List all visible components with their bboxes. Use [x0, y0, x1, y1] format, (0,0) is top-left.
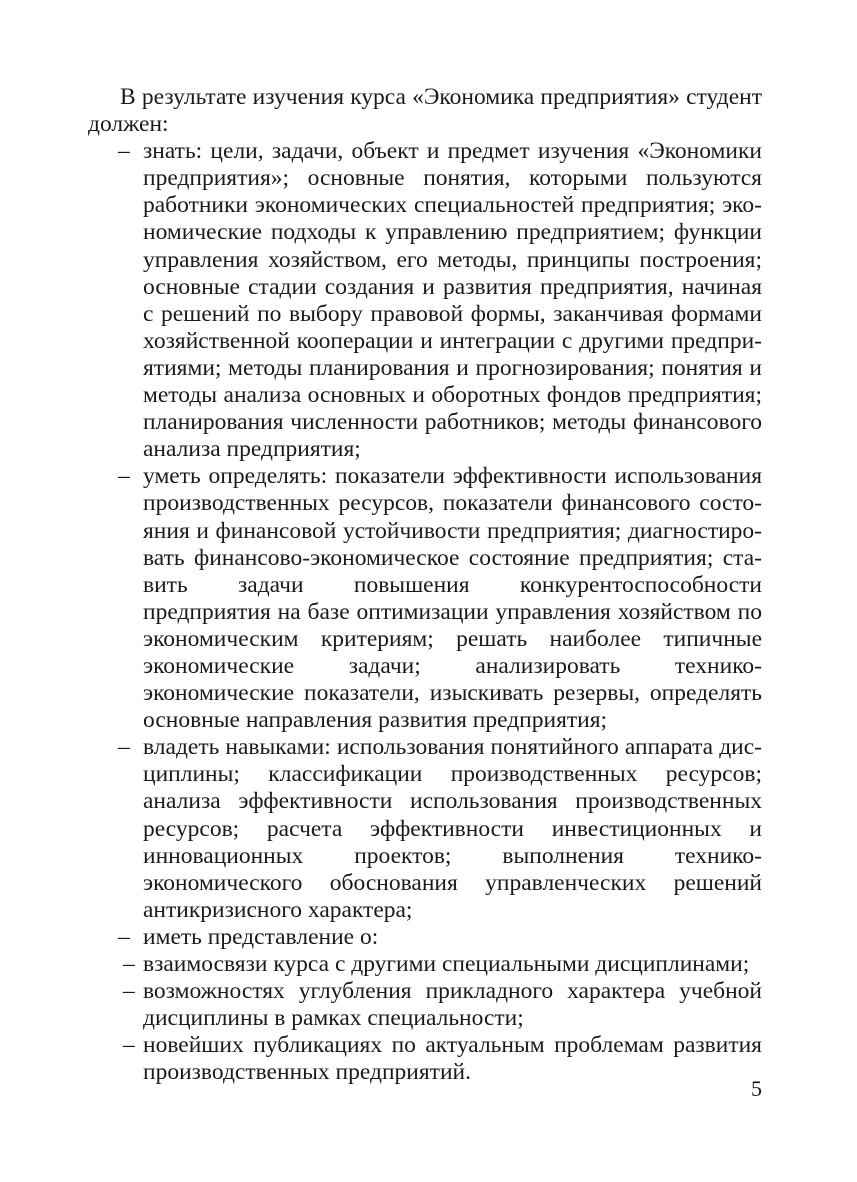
list-item-text: уметь определять: показатели эффективности использования производственных ресурсов, показатели финансового состояния и финансовой устойчивости предприятия; диагностировать финансово-экономическое состояние предприятия; ставить задачи повышения конкурентоспособности предприятия на базе оптимизации управления хозяйством по экономическим критериям; решать наиболее типичные экономические задачи; анализировать технико-экономические показатели, изыскивать резервы, определять основные направления развития предприятия;	[143, 463, 762, 734]
list-item-text: иметь представление о:	[143, 923, 379, 950]
list-item-text: владеть навыками: использования понятийного аппарата дисциплины; классификации производственных ресурсов; анализа эффективности использования производственных ресурсов; расчета эффективности инвестиционных и инновационных проектов; выполнения технико-экономического обоснования управленческих решений антикризисного характера;	[143, 734, 762, 923]
dash-marker: –	[123, 951, 135, 977]
sublist-item-text: возможностях углубления прикладного характера учебной дисциплины в рамках специальности;	[143, 978, 762, 1032]
list-item-text: знать: цели, задачи, объект и предмет изучения «Экономики предприятия»; основные понятия, которыми пользуются работники экономических специальностей предприятия; экономические подходы к управлению предприятием; функции управления хозяйством, его методы, принципы построения; основные стадии создания и развития предприятия, начиная с решений по выбору правовой формы, заканчивая формами хозяйственной кооперации и интеграции с другими предприятиями; методы планирования и прогнозирования; понятия и методы анализа основных и оборотных фондов предприятия; планирования численности работников; методы финансового анализа предприятия;	[143, 138, 762, 463]
dash-marker: –	[123, 1032, 135, 1059]
dash-marker: –	[118, 734, 130, 761]
page-body	[88, 84, 762, 1086]
sublist-item	[123, 951, 762, 978]
list-item-know	[88, 138, 762, 463]
dash-marker: –	[118, 923, 130, 950]
list-item-understanding	[88, 924, 762, 1087]
sublist-item	[123, 1032, 762, 1086]
dash-marker: –	[118, 463, 130, 490]
sublist-item	[123, 978, 762, 1032]
intro-paragraph: В результате изучения курса «Экономика предприятия» студент должен:	[88, 84, 762, 138]
sublist-item-text: новейших публикациях по актуальным проблемам развития производственных предприятий.	[143, 1032, 762, 1086]
dash-marker: –	[123, 978, 135, 1005]
dash-marker: –	[118, 138, 130, 165]
list-item-be-able	[88, 463, 762, 734]
page-number: 5	[751, 1076, 762, 1101]
requirements-list	[88, 138, 762, 1086]
list-item-skills	[88, 734, 762, 924]
sublist-item-text: взаимосвязи курса с другими специальными дисциплинами;	[143, 951, 750, 977]
understanding-sublist	[123, 951, 762, 1086]
